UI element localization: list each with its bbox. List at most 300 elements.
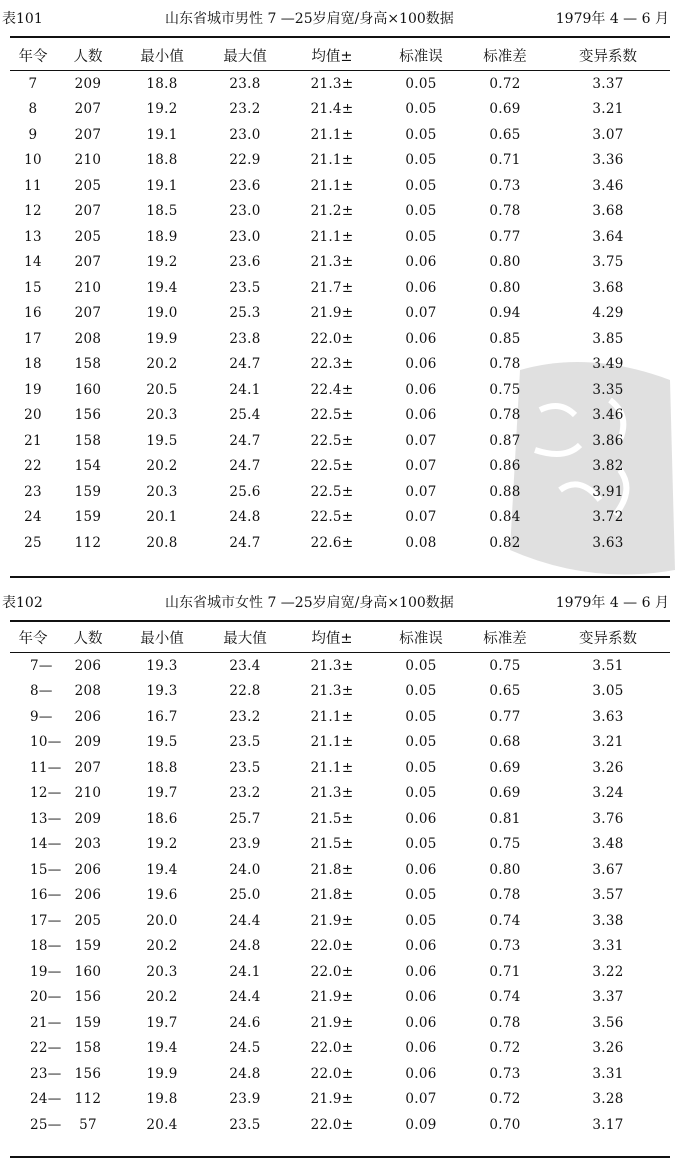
table-cell: 0.06 [405, 810, 437, 827]
table-cell: 19.9 [146, 330, 178, 347]
table-cell: 0.05 [405, 708, 437, 725]
table102-col-header: 标准误 [378, 622, 464, 653]
table-cell: 3.07 [592, 126, 624, 143]
table-cell: 3.49 [592, 356, 624, 373]
table-cell: 0.05 [405, 228, 437, 245]
table-cell: 21.3± [310, 785, 354, 802]
table-cell: 21.4± [310, 101, 354, 118]
table-cell: 209 [74, 734, 102, 751]
table-cell: 23.2 [229, 785, 261, 802]
table-cell: 158 [74, 356, 102, 373]
table-cell: 22— [30, 1040, 62, 1057]
table-cell: 159 [74, 938, 102, 955]
table-cell: 20.2 [146, 989, 178, 1006]
table-cell: 57 [79, 1116, 97, 1133]
table101-body [10, 71, 670, 556]
table102-col-header: 最大值 [204, 622, 286, 653]
table102-date: 1979年 4 — 6 月 [555, 595, 669, 611]
table-row [10, 377, 670, 403]
table-cell: 21.3± [310, 683, 354, 700]
table-row [10, 781, 670, 807]
table-row [10, 908, 670, 934]
table-cell: 0.78 [489, 203, 521, 220]
table-cell: 0.68 [489, 734, 521, 751]
table-cell: 210 [74, 279, 102, 296]
table-cell: 208 [74, 330, 102, 347]
table-cell: 0.74 [489, 912, 521, 929]
table102-col-header: 均值± [286, 622, 378, 653]
table-cell: 21.5± [310, 810, 354, 827]
table-cell: 160 [74, 963, 102, 980]
table-cell: 158 [74, 432, 102, 449]
table-cell: 3.76 [592, 810, 624, 827]
table-cell: 3.28 [592, 1091, 624, 1108]
table-cell: 22.0± [310, 330, 354, 347]
table-cell: 3.31 [592, 938, 624, 955]
table-cell: 0.72 [489, 75, 521, 92]
table-row [10, 1010, 670, 1036]
table-cell: 0.06 [405, 330, 437, 347]
table-cell: 0.69 [489, 785, 521, 802]
table-row [10, 97, 670, 123]
table-cell: 21.1± [310, 126, 354, 143]
table101 [10, 40, 670, 556]
table101-col-header: 最大值 [204, 40, 286, 71]
table-cell: 12 [24, 203, 42, 220]
table-cell: 0.78 [489, 887, 521, 904]
table-cell: 24.7 [229, 432, 261, 449]
table-row [10, 403, 670, 429]
table-cell: 0.71 [489, 963, 521, 980]
table-cell: 23.8 [229, 75, 261, 92]
table-cell: 21.9± [310, 1014, 354, 1031]
table-cell: 19.2 [146, 836, 178, 853]
table-cell: 209 [74, 810, 102, 827]
table-row [10, 505, 670, 531]
table-cell: 0.75 [489, 657, 521, 674]
table-cell: 0.05 [405, 177, 437, 194]
table-cell: 21.1± [310, 708, 354, 725]
table-cell: 156 [74, 407, 102, 424]
table-cell: 20.0 [146, 912, 178, 929]
table-cell: 0.69 [489, 759, 521, 776]
table-cell: 210 [74, 785, 102, 802]
table-cell: 4.29 [592, 305, 624, 322]
table-cell: 0.06 [405, 861, 437, 878]
table-cell: 206 [74, 861, 102, 878]
table-cell: 13 [24, 228, 42, 245]
table-cell: 3.68 [592, 203, 624, 220]
table-cell: 21.9± [310, 305, 354, 322]
table-cell: 0.65 [489, 683, 521, 700]
table-cell: 11 [24, 177, 42, 194]
table102 [10, 622, 670, 1138]
table101-col-header: 最小值 [120, 40, 204, 71]
table-cell: 19.3 [146, 683, 178, 700]
table-cell: 18 [24, 356, 42, 373]
table-cell: 0.05 [405, 683, 437, 700]
table-cell: 23.0 [229, 203, 261, 220]
table-cell: 205 [74, 912, 102, 929]
table-row [10, 301, 670, 327]
table-cell: 21.8± [310, 887, 354, 904]
table-row [10, 1112, 670, 1138]
table-cell: 0.07 [405, 458, 437, 475]
table-cell: 0.65 [489, 126, 521, 143]
table-cell: 10 [24, 152, 42, 169]
table-cell: 22.0± [310, 1065, 354, 1082]
table-cell: 24.8 [229, 938, 261, 955]
table-cell: 19.6 [146, 887, 178, 904]
table-cell: 8— [30, 683, 53, 700]
table102-col-header: 变异系数 [546, 622, 670, 653]
table-cell: 18— [30, 938, 62, 955]
table-cell: 3.24 [592, 785, 624, 802]
table102-col-header: 年令 [10, 622, 56, 653]
table-cell: 21.9± [310, 1091, 354, 1108]
table101-col-header: 标准误 [378, 40, 464, 71]
table-cell: 9— [30, 708, 53, 725]
table-row [10, 755, 670, 781]
table-cell: 21.1± [310, 228, 354, 245]
table-cell: 23.5 [229, 279, 261, 296]
table-cell: 15 [24, 279, 42, 296]
table-cell: 19.1 [146, 126, 178, 143]
table-cell: 23.2 [229, 708, 261, 725]
table-cell: 18.8 [146, 75, 178, 92]
table-cell: 25.0 [229, 887, 261, 904]
table-cell: 19.7 [146, 1014, 178, 1031]
table-cell: 0.05 [405, 887, 437, 904]
table-cell: 0.72 [489, 1040, 521, 1057]
table-cell: 19 [24, 381, 42, 398]
table-cell: 21.3± [310, 75, 354, 92]
table-cell: 0.70 [489, 1116, 521, 1133]
table102-code: 表102 [2, 595, 43, 611]
table-cell: 3.22 [592, 963, 624, 980]
table-cell: 0.05 [405, 836, 437, 853]
table-cell: 0.09 [405, 1116, 437, 1133]
table-cell: 0.78 [489, 407, 521, 424]
table-row [10, 985, 670, 1011]
table-cell: 20.3 [146, 963, 178, 980]
table-cell: 0.05 [405, 126, 437, 143]
table-row [10, 934, 670, 960]
table101-col-header: 年令 [10, 40, 56, 71]
table-cell: 22 [24, 458, 42, 475]
table-cell: 0.08 [405, 534, 437, 551]
table-cell: 19.5 [146, 432, 178, 449]
table-row [10, 730, 670, 756]
table-cell: 0.06 [405, 963, 437, 980]
table-cell: 159 [74, 509, 102, 526]
table-cell: 21.9± [310, 989, 354, 1006]
table-cell: 0.06 [405, 356, 437, 373]
table-cell: 207 [74, 254, 102, 271]
table-cell: 207 [74, 305, 102, 322]
table-cell: 14— [30, 836, 62, 853]
table-cell: 0.06 [405, 989, 437, 1006]
table-cell: 18.9 [146, 228, 178, 245]
table-cell: 0.80 [489, 861, 521, 878]
table102-col-header: 最小值 [120, 622, 204, 653]
table-cell: 18.5 [146, 203, 178, 220]
table-cell: 0.75 [489, 381, 521, 398]
table-cell: 3.85 [592, 330, 624, 347]
table-cell: 0.82 [489, 534, 521, 551]
table-cell: 23.8 [229, 330, 261, 347]
table-cell: 0.05 [405, 785, 437, 802]
table-row [10, 653, 670, 679]
table-row [10, 679, 670, 705]
table-cell: 25.7 [229, 810, 261, 827]
table-cell: 207 [74, 126, 102, 143]
table-cell: 16 [24, 305, 42, 322]
table-cell: 21— [30, 1014, 62, 1031]
table-cell: 23.5 [229, 1116, 261, 1133]
table-cell: 19.4 [146, 279, 178, 296]
table-cell: 0.88 [489, 483, 521, 500]
table101-col-header: 变异系数 [546, 40, 670, 71]
table-row [10, 148, 670, 174]
table-cell: 22.0± [310, 938, 354, 955]
table-cell: 24.6 [229, 1014, 261, 1031]
table-cell: 0.80 [489, 279, 521, 296]
table-cell: 19.7 [146, 785, 178, 802]
table-cell: 21.9± [310, 912, 354, 929]
table-cell: 3.72 [592, 509, 624, 526]
table-cell: 23— [30, 1065, 62, 1082]
table-cell: 24.7 [229, 458, 261, 475]
table-cell: 24.7 [229, 534, 261, 551]
table-cell: 0.71 [489, 152, 521, 169]
table-cell: 156 [74, 1065, 102, 1082]
table-cell: 0.06 [405, 938, 437, 955]
table-cell: 3.75 [592, 254, 624, 271]
table-cell: 22.3± [310, 356, 354, 373]
table101-date: 1979年 4 — 6 月 [555, 11, 669, 27]
table-cell: 21.3± [310, 657, 354, 674]
table-row [10, 275, 670, 301]
table-cell: 209 [74, 75, 102, 92]
table-cell: 3.48 [592, 836, 624, 853]
table-cell: 0.77 [489, 708, 521, 725]
table-row [10, 199, 670, 225]
table-cell: 0.06 [405, 1014, 437, 1031]
table-cell: 7 [28, 75, 38, 92]
table-row [10, 479, 670, 505]
table-row [10, 454, 670, 480]
table-cell: 0.86 [489, 458, 521, 475]
table-cell: 207 [74, 759, 102, 776]
table-cell: 208 [74, 683, 102, 700]
table-cell: 3.37 [592, 989, 624, 1006]
table-cell: 19.4 [146, 1040, 178, 1057]
table-cell: 156 [74, 989, 102, 1006]
table-cell: 160 [74, 381, 102, 398]
table-cell: 21.1± [310, 759, 354, 776]
table-row [10, 832, 670, 858]
table-cell: 20.2 [146, 356, 178, 373]
table-cell: 0.05 [405, 101, 437, 118]
table-cell: 0.06 [405, 1065, 437, 1082]
table-cell: 0.94 [489, 305, 521, 322]
table-cell: 154 [74, 458, 102, 475]
table-cell: 3.37 [592, 75, 624, 92]
table-cell: 0.69 [489, 101, 521, 118]
table-cell: 0.05 [405, 75, 437, 92]
table-cell: 0.07 [405, 509, 437, 526]
table-cell: 21.1± [310, 734, 354, 751]
table-cell: 23.9 [229, 836, 261, 853]
table-cell: 7— [30, 657, 53, 674]
table-cell: 22.6± [310, 534, 354, 551]
table-cell: 23.0 [229, 228, 261, 245]
table-cell: 3.46 [592, 407, 624, 424]
table-cell: 19.0 [146, 305, 178, 322]
table-row [10, 326, 670, 352]
table-cell: 3.67 [592, 861, 624, 878]
table-cell: 23 [24, 483, 42, 500]
table-cell: 13— [30, 810, 62, 827]
table-cell: 0.07 [405, 1091, 437, 1108]
table-cell: 0.85 [489, 330, 521, 347]
table-cell: 20.3 [146, 483, 178, 500]
table-cell: 3.26 [592, 759, 624, 776]
table-cell: 22.9 [229, 152, 261, 169]
table-row [10, 959, 670, 985]
table102-bottom-rule [10, 1156, 670, 1158]
table101-header-row [10, 40, 670, 71]
table-cell: 3.26 [592, 1040, 624, 1057]
table-cell: 206 [74, 657, 102, 674]
table-cell: 0.73 [489, 177, 521, 194]
table-cell: 19.2 [146, 254, 178, 271]
table-cell: 21 [24, 432, 42, 449]
table-cell: 3.35 [592, 381, 624, 398]
table101-heading [0, 6, 679, 32]
table-cell: 3.86 [592, 432, 624, 449]
table-row [10, 530, 670, 556]
table-cell: 0.05 [405, 203, 437, 220]
table-cell: 3.82 [592, 458, 624, 475]
table-row [10, 352, 670, 378]
table101-code: 表101 [2, 11, 43, 27]
table-cell: 0.06 [405, 1040, 437, 1057]
table-cell: 22.8 [229, 683, 261, 700]
table-cell: 22.5± [310, 483, 354, 500]
table-cell: 20.2 [146, 938, 178, 955]
table-cell: 0.06 [405, 254, 437, 271]
table-cell: 25 [24, 534, 42, 551]
table-cell: 22.0± [310, 963, 354, 980]
table-cell: 9 [28, 126, 38, 143]
table-cell: 3.63 [592, 708, 624, 725]
table-cell: 0.06 [405, 407, 437, 424]
table102-col-header: 标准差 [464, 622, 546, 653]
table-cell: 20.4 [146, 1116, 178, 1133]
table102-heading [0, 590, 679, 616]
table-cell: 18.8 [146, 152, 178, 169]
table-cell: 23.6 [229, 177, 261, 194]
table-cell: 0.06 [405, 381, 437, 398]
table-cell: 0.06 [405, 279, 437, 296]
table-cell: 22.0± [310, 1116, 354, 1133]
table-cell: 19— [30, 963, 62, 980]
table-cell: 23.6 [229, 254, 261, 271]
table-cell: 24 [24, 509, 42, 526]
table-cell: 19.8 [146, 1091, 178, 1108]
table-cell: 23.5 [229, 759, 261, 776]
table-cell: 25— [30, 1116, 62, 1133]
table-cell: 0.80 [489, 254, 521, 271]
table-cell: 0.07 [405, 483, 437, 500]
table-row [10, 250, 670, 276]
table-cell: 207 [74, 203, 102, 220]
table-cell: 19.9 [146, 1065, 178, 1082]
table-cell: 17— [30, 912, 62, 929]
table-cell: 17 [24, 330, 42, 347]
table-cell: 0.05 [405, 912, 437, 929]
table-cell: 0.05 [405, 152, 437, 169]
table-cell: 206 [74, 708, 102, 725]
table-cell: 18.8 [146, 759, 178, 776]
table-cell: 210 [74, 152, 102, 169]
table-cell: 22.4± [310, 381, 354, 398]
table-row [10, 71, 670, 97]
table-cell: 24.8 [229, 1065, 261, 1082]
table-cell: 3.21 [592, 101, 624, 118]
table-cell: 24.5 [229, 1040, 261, 1057]
table-cell: 0.07 [405, 432, 437, 449]
table-cell: 0.77 [489, 228, 521, 245]
table-cell: 24.8 [229, 509, 261, 526]
table-cell: 20.8 [146, 534, 178, 551]
table-cell: 0.07 [405, 305, 437, 322]
table-cell: 24.0 [229, 861, 261, 878]
table-row [10, 883, 670, 909]
table-cell: 23.9 [229, 1091, 261, 1108]
table-cell: 3.56 [592, 1014, 624, 1031]
table-cell: 25.4 [229, 407, 261, 424]
table101-bottom-rule [10, 576, 670, 578]
table-cell: 16.7 [146, 708, 178, 725]
table-cell: 20— [30, 989, 62, 1006]
table-cell: 112 [74, 534, 102, 551]
table-cell: 25.6 [229, 483, 261, 500]
table-cell: 24.7 [229, 356, 261, 373]
table-cell: 207 [74, 101, 102, 118]
table-cell: 0.73 [489, 938, 521, 955]
table-cell: 22.5± [310, 458, 354, 475]
table-cell: 21.3± [310, 254, 354, 271]
table-cell: 19.1 [146, 177, 178, 194]
table-cell: 205 [74, 228, 102, 245]
table102-body [10, 653, 670, 1138]
table-cell: 22.5± [310, 509, 354, 526]
table-cell: 0.78 [489, 1014, 521, 1031]
table-row [10, 806, 670, 832]
table-cell: 24.1 [229, 963, 261, 980]
table101-col-header: 均值± [286, 40, 378, 71]
table-cell: 0.74 [489, 989, 521, 1006]
table-cell: 24.4 [229, 912, 261, 929]
table-cell: 22.0± [310, 1040, 354, 1057]
table-cell: 19.5 [146, 734, 178, 751]
table-cell: 24.1 [229, 381, 261, 398]
table102-header-row [10, 622, 670, 653]
table-cell: 15— [30, 861, 62, 878]
